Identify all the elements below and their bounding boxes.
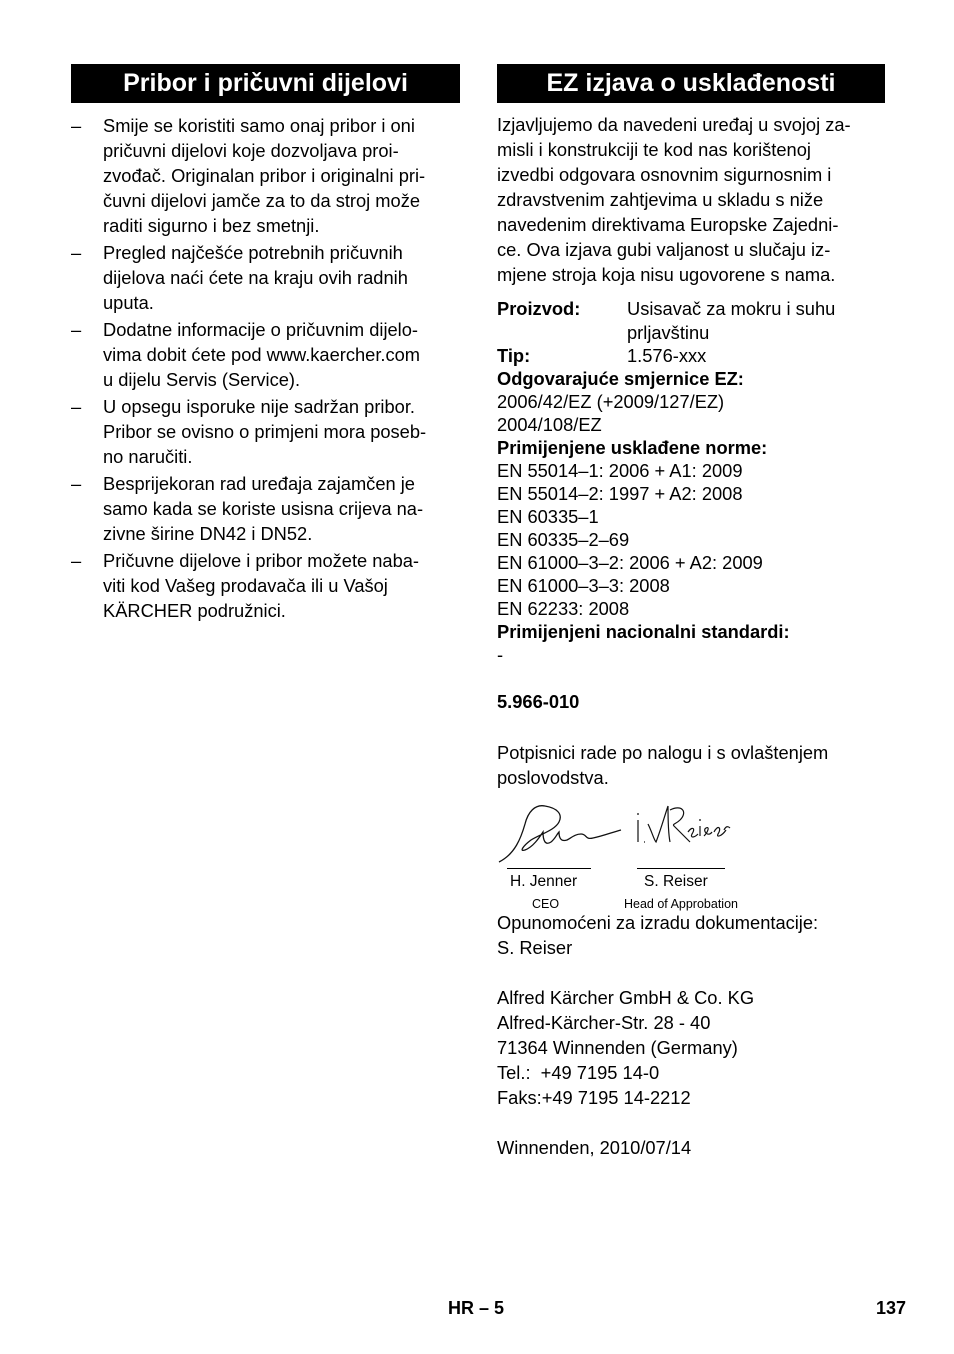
norm-item: EN 61000–3–2: 2006 + A2: 2009: [497, 552, 763, 573]
intro-line: ce. Ova izjava gubi valjanost u slučaju iz-: [497, 239, 831, 260]
list-item: [71, 548, 460, 623]
bullet-dash: –: [71, 396, 82, 417]
accessories-list: [71, 113, 460, 623]
signatory-note: [497, 740, 885, 790]
list-item-line: KÄRCHER podružnici.: [103, 600, 286, 621]
intro-line: Izjavljujemo da navedeni uređaj u svojoj za-: [497, 114, 851, 135]
authorized-line: Opunomoćeni za izradu dokumentacije:: [497, 912, 819, 933]
type-row: [497, 344, 885, 367]
product-label: Proizvod:: [497, 298, 581, 319]
bullet-dash: –: [71, 473, 82, 494]
declaration-heading: EZ izjava o usklađenosti: [497, 64, 885, 103]
bullet-dash: –: [71, 550, 82, 571]
address-line: Alfred Kärcher GmbH & Co. KG: [497, 987, 755, 1008]
intro-line: misli i konstrukciji te kod nas korištenoj: [497, 139, 811, 160]
signature-block: [497, 800, 885, 910]
signature-jenner: [497, 800, 627, 870]
signatory-role: CEO: [532, 897, 560, 911]
section-page-label: HR – 5: [448, 1298, 505, 1318]
intro-line: zdravstvenim zahtjevima u skladu s niže: [497, 189, 824, 210]
list-item-line: u dijelu Servis (Service).: [103, 369, 301, 390]
declaration-section: [497, 64, 885, 1160]
list-item-line: viti kod Vašeg prodavača ili u Vašoj: [103, 575, 388, 596]
list-item-line: Dodatne informacije o pričuvnim dijelo-: [103, 319, 418, 340]
address-line: Tel.: +49 7195 14-0: [497, 1062, 660, 1083]
list-item-line: samo kada se koriste usisna crijeva na-: [103, 498, 424, 519]
accessories-section: [71, 64, 460, 625]
signature-reiser: [632, 802, 732, 852]
signatory-name: H. Jenner: [510, 873, 578, 890]
product-value: [627, 296, 885, 344]
list-item-line: Pribor se ovisno o primjeni mora poseb-: [103, 421, 427, 442]
company-address: [497, 985, 885, 1110]
list-item: [71, 240, 460, 315]
list-item-line: zvođač. Originalan pribor i originalni pri-: [103, 165, 426, 186]
list-item-line: Smije se koristiti samo onaj pribor i oni: [103, 115, 415, 136]
address-line: Faks:+49 7195 14-2212: [497, 1087, 691, 1108]
list-item-line: raditi sigurno i bez smetnji.: [103, 215, 320, 236]
list-item: [71, 317, 460, 392]
intro-line: mjene stroja koja nisu ugovorene s nama.: [497, 264, 836, 285]
norms-label: Primijenjene usklađene norme:: [497, 437, 768, 458]
list-item-line: pričuvni dijelovi koje dozvoljava proi-: [103, 140, 399, 161]
directive-item: 2004/108/EZ: [497, 414, 602, 435]
directive-item: 2006/42/EZ (+2009/127/EZ): [497, 391, 725, 412]
national-standards-value: -: [497, 644, 504, 665]
authorized-documentation: [497, 910, 885, 960]
norm-item: EN 55014–2: 1997 + A2: 2008: [497, 483, 743, 504]
list-item: [71, 113, 460, 238]
norm-item: EN 55014–1: 2006 + A1: 2009: [497, 460, 743, 481]
intro-line: navedenim direktivama Europske Zajedni-: [497, 214, 839, 235]
list-item-line: Pričuvne dijelove i pribor možete naba-: [103, 550, 420, 571]
bullet-dash: –: [71, 242, 82, 263]
product-row: [497, 296, 885, 344]
page-number: 137: [876, 1298, 907, 1318]
list-item: [71, 394, 460, 469]
accessories-heading: Pribor i pričuvni dijelovi: [71, 64, 460, 103]
norm-item: EN 60335–2–69: [497, 529, 630, 550]
declaration-intro: [497, 112, 885, 287]
document-code: 5.966-010: [497, 691, 580, 712]
signatory-note-line: Potpisnici rade po nalogu i s ovlaštenjem: [497, 742, 829, 763]
signatory-role: Head of Approbation: [624, 897, 738, 911]
type-label: Tip:: [497, 345, 531, 366]
national-standards-label: Primijenjeni nacionalni standardi:: [497, 621, 790, 642]
list-item-line: Besprijekoran rad uređaja zajamčen je: [103, 473, 415, 494]
directives-label: Odgovarajuće smjernice EZ:: [497, 368, 744, 389]
list-item: [71, 471, 460, 546]
address-line: Alfred-Kärcher-Str. 28 - 40: [497, 1012, 711, 1033]
list-item-line: no naručiti.: [103, 446, 193, 467]
list-item-line: Pregled najčešće potrebnih pričuvnih: [103, 242, 403, 263]
norm-item: EN 62233: 2008: [497, 598, 630, 619]
bullet-dash: –: [71, 319, 82, 340]
authorized-line: S. Reiser: [497, 937, 573, 958]
type-value: 1.576-xxx: [627, 345, 707, 366]
intro-line: izvedbi odgovara osnovnim sigurnosnim i: [497, 164, 832, 185]
signatory-note-line: poslovodstva.: [497, 767, 609, 788]
product-value-line: Usisavač za mokru i suhu: [627, 298, 836, 319]
product-value-line: prljavštinu: [627, 322, 710, 343]
list-item-line: čuvni dijelovi jamče za to da stroj može: [103, 190, 421, 211]
place-date: Winnenden, 2010/07/14: [497, 1137, 692, 1158]
list-item-line: zivne širine DN42 i DN52.: [103, 523, 313, 544]
address-line: 71364 Winnenden (Germany): [497, 1037, 738, 1058]
list-item-line: uputa.: [103, 292, 154, 313]
list-item-line: vima dobit ćete pod www.kaercher.com: [103, 344, 421, 365]
signatory-name: S. Reiser: [644, 873, 708, 890]
list-item-line: dijelova naći ćete na kraju ovih radnih: [103, 267, 408, 288]
norm-item: EN 60335–1: [497, 506, 599, 527]
bullet-dash: –: [71, 115, 82, 136]
norm-item: EN 61000–3–3: 2008: [497, 575, 670, 596]
list-item-line: U opsegu isporuke nije sadržan pribor.: [103, 396, 415, 417]
